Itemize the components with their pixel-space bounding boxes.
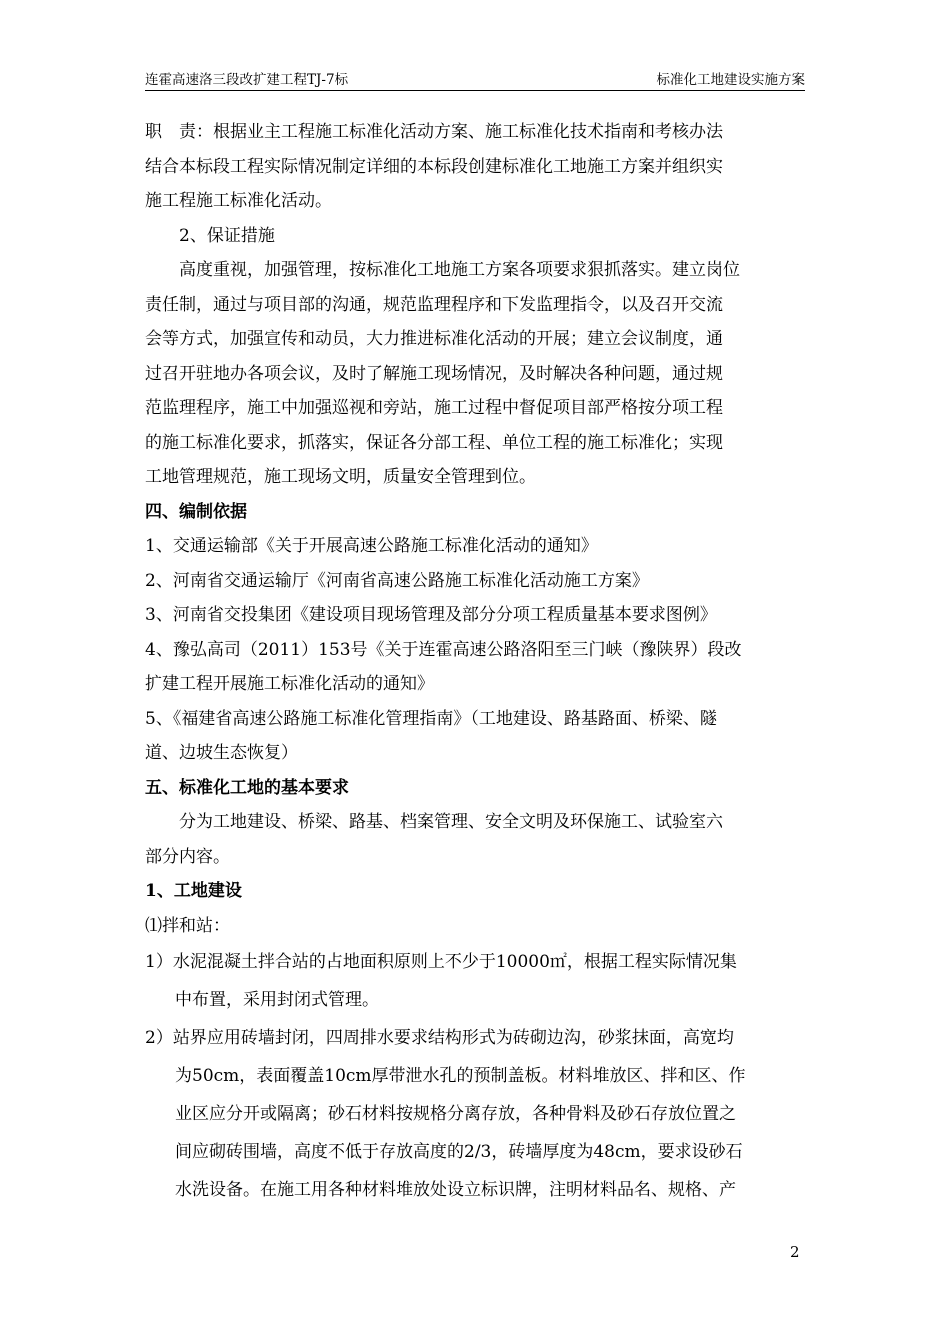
list-item: 2）站界应用砖墙封闭，四周排水要求结构形式为砖砌边沟，砂浆抹面，高宽均 (145, 1028, 734, 1048)
subsection-heading: 1、工地建设 (145, 881, 242, 901)
reference-item: 2、河南省交通运输厅《河南省高速公路施工标准化活动施工方案》 (145, 570, 649, 591)
paragraph-line: 高度重视，加强管理，按标准化工地施工方案各项要求狠抓落实。建立岗位 (179, 260, 740, 280)
subsection-heading: 2、保证措施 (179, 225, 275, 246)
header-document-title: 标准化工地建设实施方案 (656, 72, 805, 88)
paragraph-line: 过召开驻地办各项会议，及时了解施工现场情况，及时解决各种问题，通过规 (145, 363, 723, 384)
list-item: 1）水泥混凝土拌合站的占地面积原则上不少于10000㎡，根据工程实际情况集 (145, 952, 737, 972)
list-item-continuation: 为50cm，表面覆盖10cm厚带泄水孔的预制盖板。材料堆放区、拌和区、作 (175, 1066, 746, 1086)
page-number: 2 (790, 1243, 800, 1261)
list-item-continuation: 水洗设备。在施工用各种材料堆放处设立标识牌，注明材料品名、规格、产 (175, 1180, 736, 1200)
paragraph-line: 工地管理规范，施工现场文明，质量安全管理到位。 (145, 467, 536, 487)
document-body (145, 115, 805, 1209)
list-item-continuation: 中布置，采用封闭式管理。 (175, 990, 379, 1010)
paragraph-line: 职 责：根据业主工程施工标准化活动方案、施工标准化技术指南和考核办法 (145, 122, 723, 142)
paragraph-line: 责任制，通过与项目部的沟通，规范监理程序和下发监理指令，以及召开交流 (145, 294, 723, 315)
paragraph-line: 部分内容。 (145, 846, 230, 867)
section-heading: 五、标准化工地的基本要求 (145, 777, 349, 798)
reference-item: 1、交通运输部《关于开展高速公路施工标准化活动的通知》 (145, 536, 598, 556)
list-item-continuation: 间应砌砖围墙，高度不低于存放高度的2/3，砖墙厚度为48cm，要求设砂石 (175, 1142, 743, 1162)
reference-item-continuation: 道、边坡生态恢复） (145, 743, 298, 763)
page-header (145, 66, 805, 91)
paragraph-line: 结合本标段工程实际情况制定详细的本标段创建标准化工地施工方案并组织实 (145, 156, 723, 177)
reference-item-continuation: 扩建工程开展施工标准化活动的通知》 (145, 674, 434, 694)
header-project-name: 连霍高速洛三段改扩建工程TJ-7标 (145, 72, 349, 88)
reference-item: 4、豫弘高司（2011）153号《关于连霍高速公路洛阳至三门峡（豫陕界）段改 (145, 639, 742, 660)
paragraph-line: 施工程施工标准化活动。 (145, 191, 332, 211)
reference-item: 5、《福建省高速公路施工标准化管理指南》（工地建设、路基路面、桥梁、隧 (145, 708, 717, 729)
paragraph-line: 会等方式，加强宣传和动员，大力推进标准化活动的开展；建立会议制度，通 (145, 329, 723, 349)
paragraph-line: 范监理程序，施工中加强巡视和旁站，施工过程中督促项目部严格按分项工程 (145, 398, 723, 418)
paragraph-line: 的施工标准化要求，抓落实，保证各分部工程、单位工程的施工标准化；实现 (145, 432, 723, 453)
list-item-continuation: 业区应分开或隔离；砂石材料按规格分离存放，各种骨料及砂石存放位置之 (175, 1104, 736, 1124)
reference-item: 3、河南省交投集团《建设项目现场管理及部分分项工程质量基本要求图例》 (145, 605, 717, 625)
item-heading: ⑴拌和站： (145, 915, 230, 936)
paragraph-line: 分为工地建设、桥梁、路基、档案管理、安全文明及环保施工、试验室六 (179, 812, 723, 832)
section-heading: 四、编制依据 (145, 501, 247, 522)
